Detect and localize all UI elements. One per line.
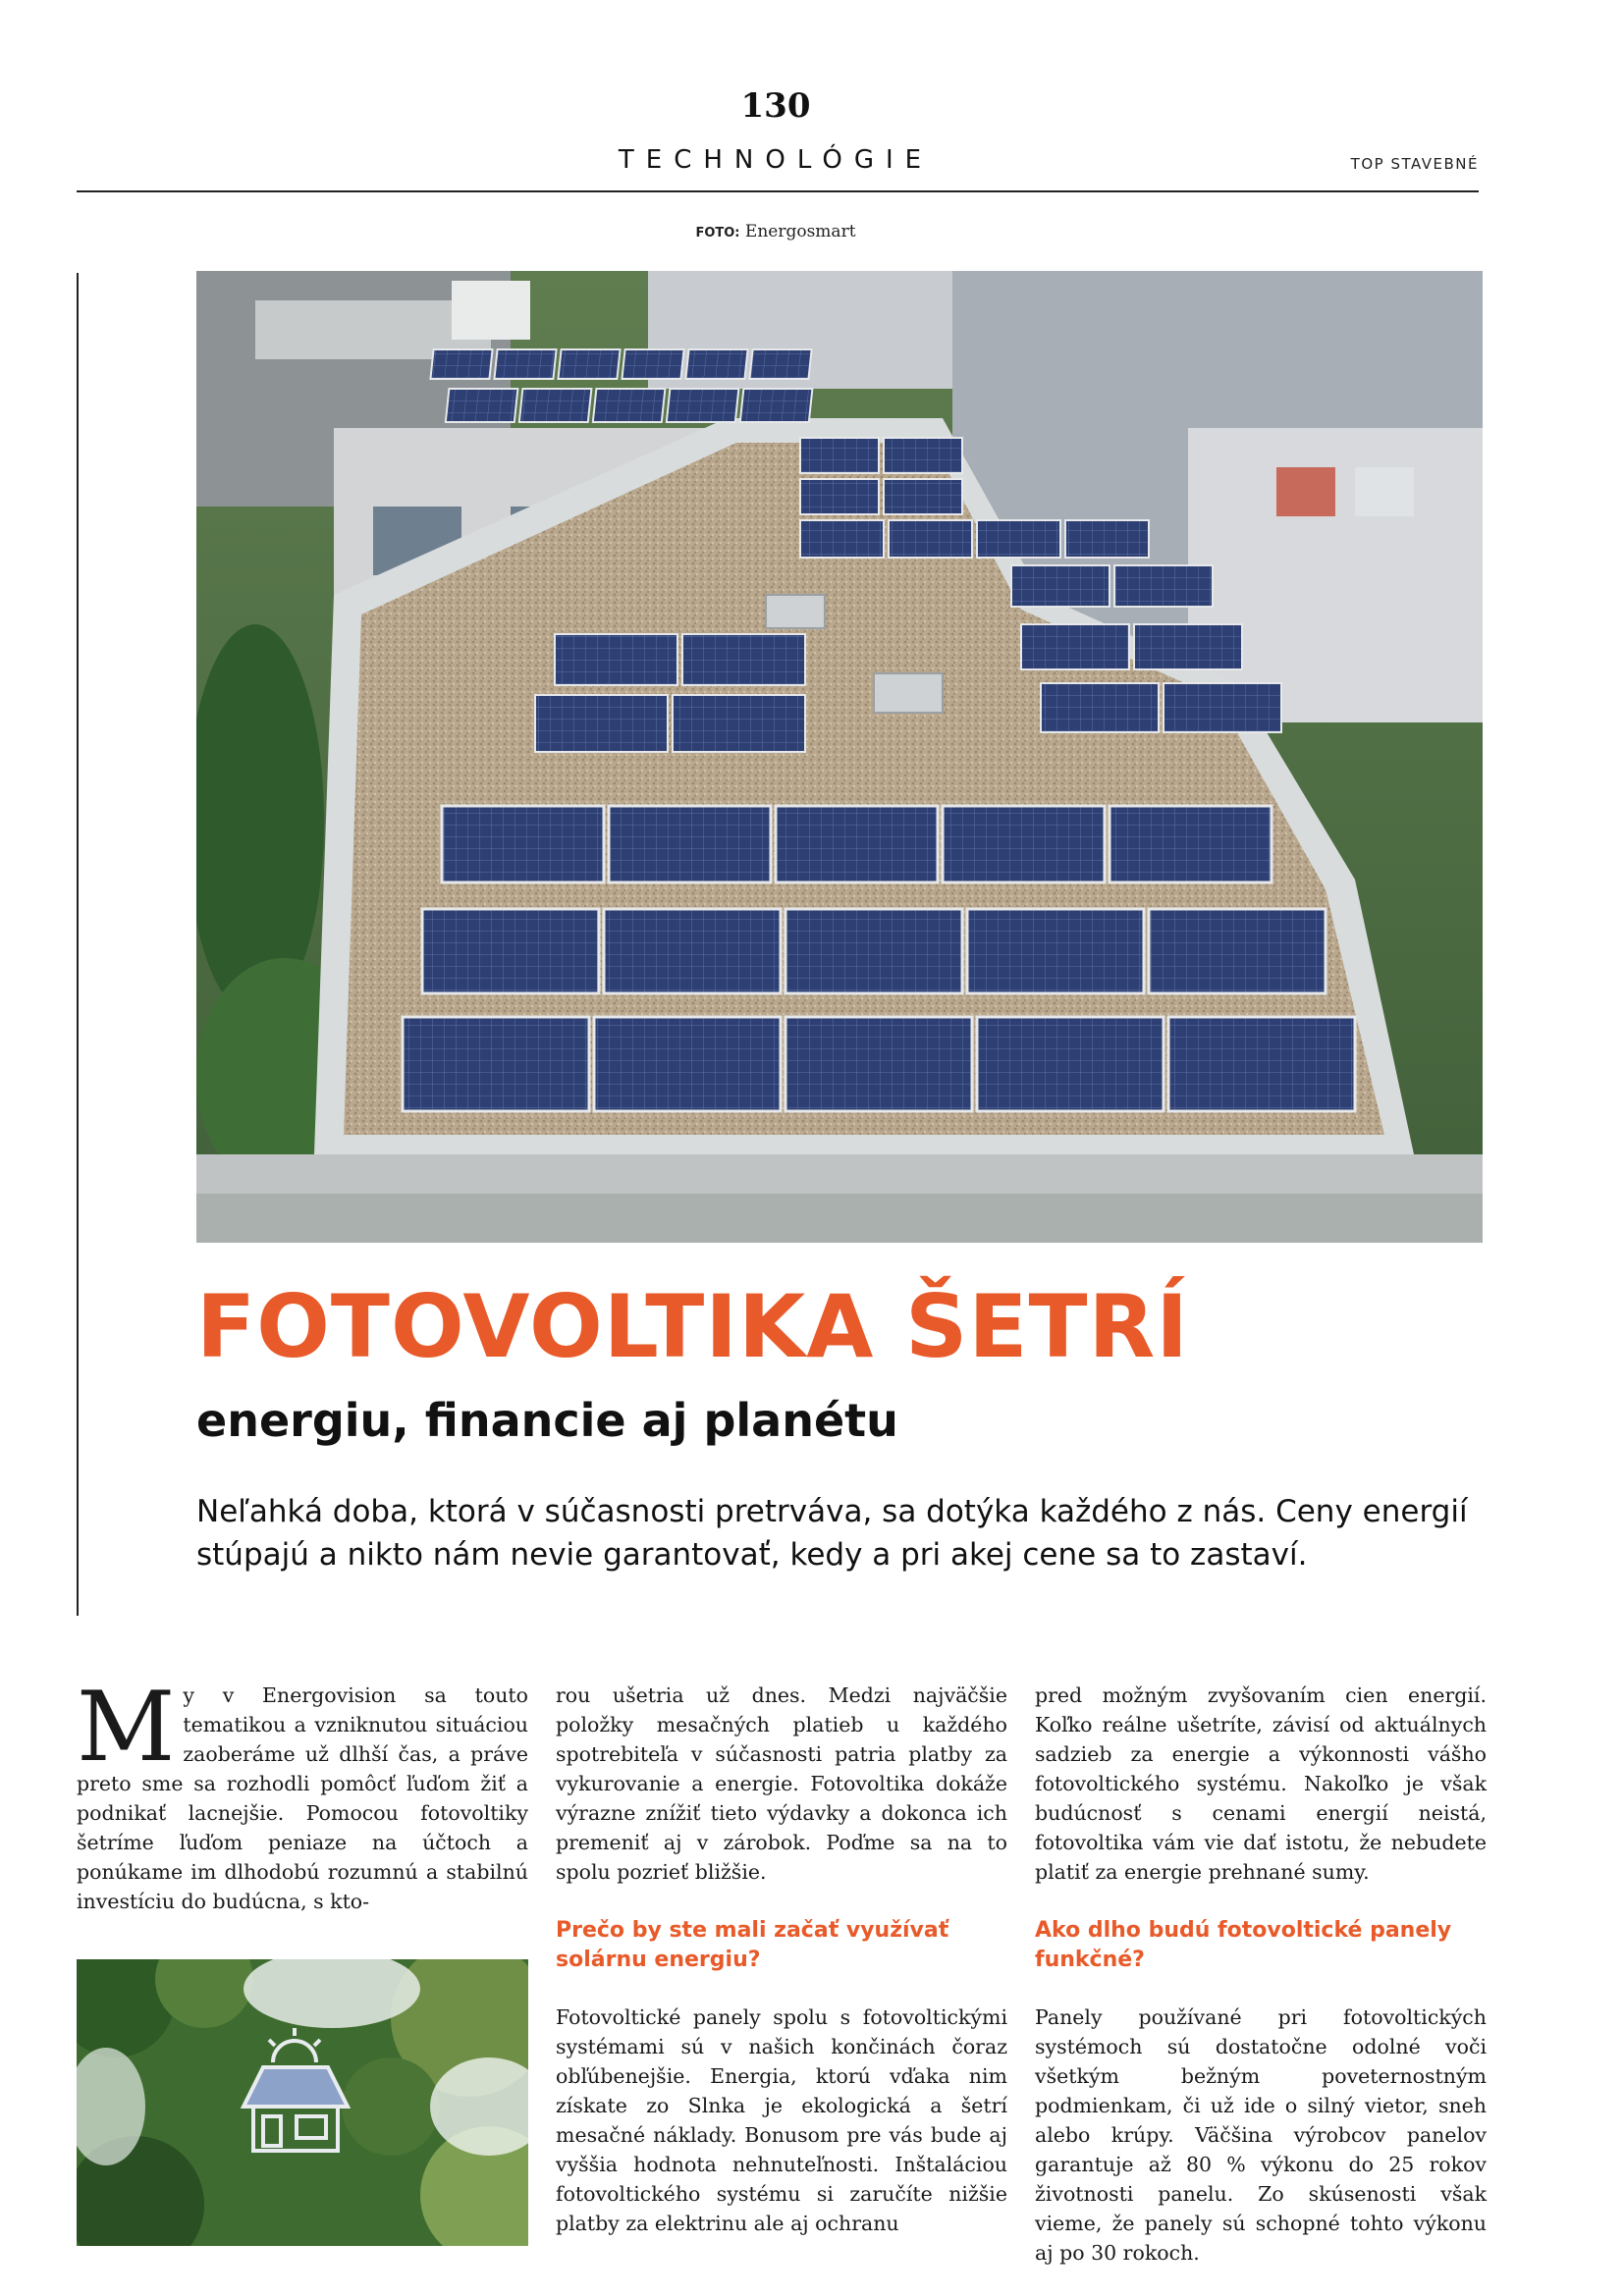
hero-photo — [196, 271, 1483, 1243]
intro-text: y v Energovision sa touto tematikou a vzniknutou situáciou zaoberáme už dlhší čas, a práve preto sme sa rozhodli pomôcť ľuďom žiť a podnikať lacnejšie. Pomocou fotovoltiky šetríme ľuďom peniaze na účtoch a ponúkame im dlhodobú rozumnú a stabilnú investíciu do budúcna, s kto- — [77, 1683, 528, 1913]
paragraph: Panely používané pri fotovoltických systémoch sú dostatočne odolné voči všetkým bežným poveternostným podmienkam, či už ide o silný vietor, sneh alebo krúpy. Väčšina výrobcov panelov garantuje až 80 % výkonu do 25 rokov životnosti panelu. Zo skúsenosti však vieme, že panely sú schopné tohto výkonu aj po 30 rokoch. — [1035, 2005, 1487, 2265]
article-column-3 — [1035, 1681, 1487, 2268]
intro-paragraph — [77, 1672, 528, 1916]
photo-credit-label: FOTO: — [695, 226, 740, 240]
solar-panels-rooftop-photo — [196, 271, 1483, 1243]
section-heading: Ako dlho budú fotovoltické panely funkčné? — [1035, 1918, 1452, 1972]
paragraph: Fotovoltické panely spolu s fotovoltickými systémami sú v našich končinách čoraz obľúbenejšie. Energia, ktorú vďaka nim získate zo Slnka je ekologická a šetrí mesačné náklady. Bonusom pre vás bude aj vyššia hodnota nehnuteľnosti. Inštaláciou fotovoltického systému si zaručíte nižšie platby za elektrinu ale aj ochranu — [556, 2005, 1007, 2235]
photo-credit — [0, 222, 1551, 241]
drop-cap: M — [77, 1672, 176, 1784]
photo-credit-source: Energosmart — [744, 222, 856, 241]
side-rule — [77, 273, 79, 1616]
magazine-brand: TOP STAVEBNÉ — [1350, 155, 1479, 173]
forest-house-solar-icon-photo — [77, 1959, 528, 2246]
article-title: FOTOVOLTIKA ŠETRÍ — [196, 1276, 1189, 1377]
paragraph: rou ušetria už dnes. Medzi najväčšie položky mesačných platieb u každého spotrebiteľa v súčasnosti patria platby za vykurovanie a energie. Fotovoltika dokáže výrazne znížiť tieto výdavky a dokonca ich premeniť aj v zárobok. Poďme sa na to spolu pozrieť bližšie. — [556, 1683, 1007, 1884]
article-column-1 — [77, 1672, 528, 1916]
article-lead: Neľahká doba, ktorá v súčasnosti pretrváva, sa dotýka každého z nás. Ceny energií stúpajú a nikto nám nevie garantovať, kedy a pri akej cene sa to zastaví. — [196, 1494, 1468, 1573]
secondary-photo — [77, 1959, 528, 2246]
section-heading: Prečo by ste mali začať využívať solárnu energiu? — [556, 1918, 949, 1972]
article-column-2 — [556, 1681, 1007, 2238]
section-title: TECHNOLÓGIE — [618, 145, 934, 175]
page-number: 130 — [740, 86, 811, 126]
article-subtitle: energiu, financie aj planétu — [196, 1394, 898, 1447]
paragraph: pred možným zvyšovaním cien energií. Koľko reálne ušetríte, závisí od aktuálnych sadzieb za energie a výkonnosti vášho fotovoltického systému. Nakoľko je však budúcnosť s cenami energií neistá, fotovoltika vám vie dať istotu, že nebudete platiť za energie prehnané sumy. — [1035, 1683, 1487, 1884]
header-rule — [77, 190, 1479, 192]
